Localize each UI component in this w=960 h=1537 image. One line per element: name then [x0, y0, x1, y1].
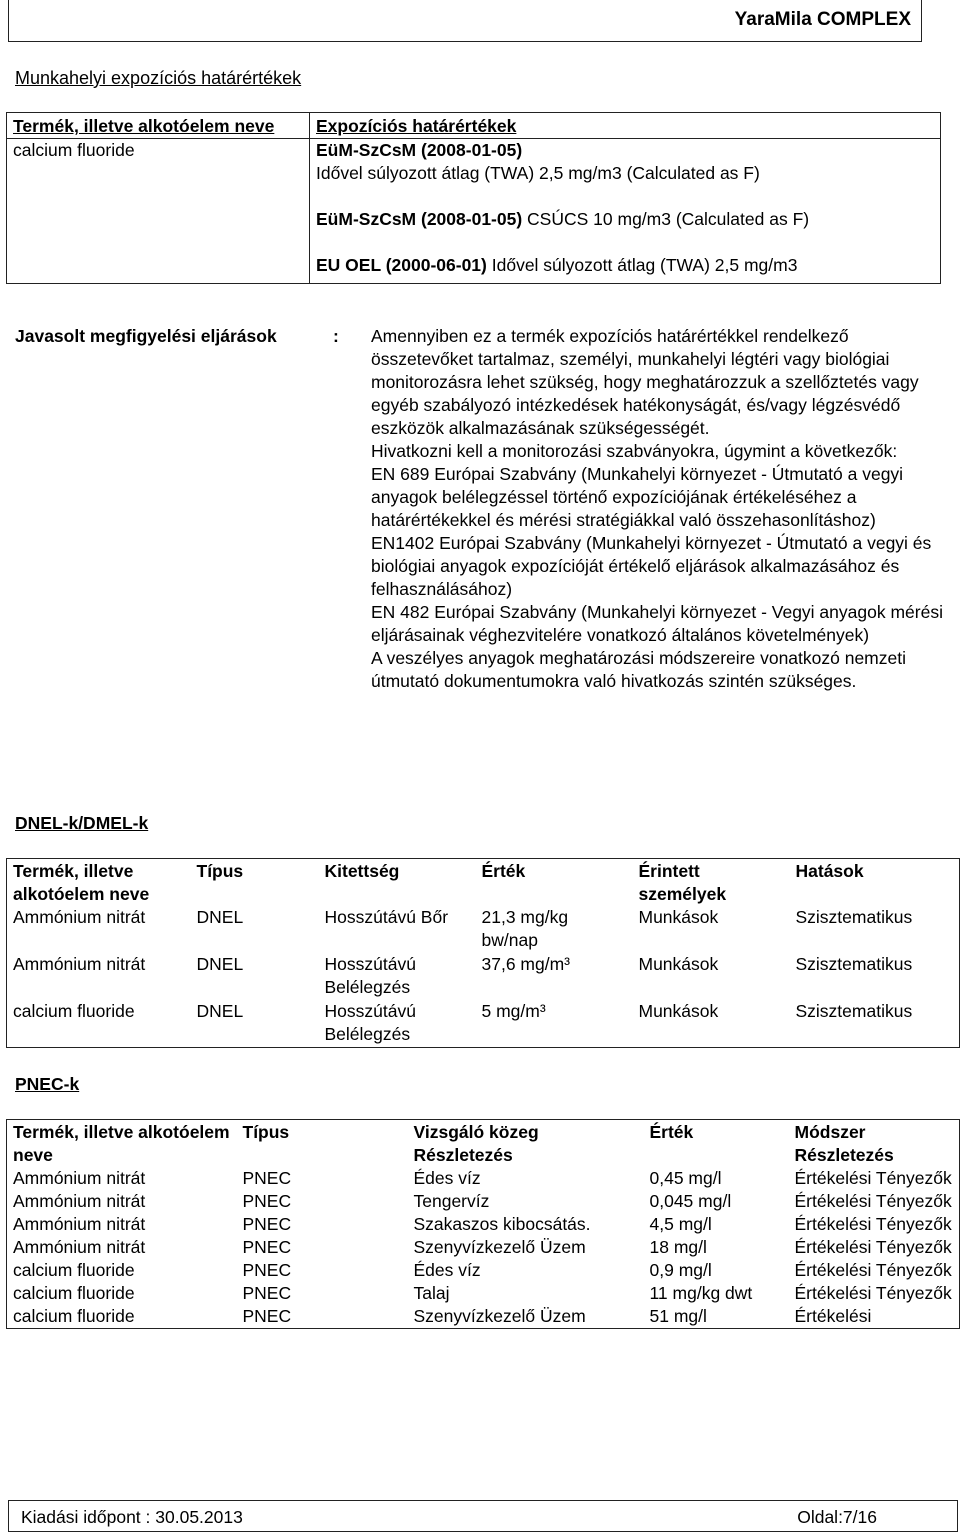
cell-product: Ammónium nitrát: [13, 1237, 146, 1257]
cell-product: Ammónium nitrát: [13, 954, 146, 974]
table-row: [7, 906, 960, 953]
cell-population: Munkások: [638, 907, 719, 927]
table-row: [7, 1305, 960, 1329]
table-row: [7, 1000, 960, 1048]
cell-medium: Édes víz: [413, 1260, 481, 1280]
limit-source: EüM-SzCsM (2008-01-05): [316, 140, 523, 160]
cell-method: Értékelési Tényezők: [794, 1237, 952, 1257]
cell-type: PNEC: [242, 1214, 292, 1234]
col-header-product: Termék, illetve alkotóelem neve: [13, 861, 150, 904]
col-header-medium: Vizsgáló közeg Részletezés: [413, 1122, 539, 1165]
table-header-row: [7, 113, 941, 139]
col-header-product: Termék, illetve alkotóelem neve: [7, 113, 310, 139]
limit-source: EU OEL (2000-06-01): [316, 255, 487, 275]
cell-type: DNEL: [196, 1001, 244, 1021]
page-footer: [8, 1500, 958, 1532]
dnel-heading: DNEL-k/DMEL-k: [15, 813, 149, 833]
cell-medium: Szakaszos kibocsátás.: [413, 1214, 591, 1234]
cell-value: 11 mg/kg dwt: [649, 1283, 753, 1303]
col-header-type: Típus: [242, 1122, 290, 1142]
cell-type: PNEC: [242, 1168, 292, 1188]
limit-entry: [316, 254, 934, 277]
cell-method: Értékelési Tényezők: [794, 1168, 952, 1188]
cell-value: 18 mg/l: [649, 1237, 707, 1257]
cell-exposure: Hosszútávú Belélegzés: [324, 954, 416, 997]
cell-product: calcium fluoride: [13, 1001, 135, 1021]
cell-product: calcium fluoride: [13, 1283, 135, 1303]
cell-product: calcium fluoride: [13, 1306, 135, 1326]
limit-detail: Idővel súlyozott átlag (TWA) 2,5 mg/m3: [491, 255, 798, 275]
table-row: [7, 1213, 960, 1236]
table-row: [7, 139, 941, 284]
limit-source: EüM-SzCsM (2008-01-05): [316, 209, 523, 229]
cell-type: PNEC: [242, 1283, 292, 1303]
cell-effects: Szisztematikus: [795, 907, 913, 927]
cell-medium: Talaj: [413, 1283, 450, 1303]
dnel-table: [6, 858, 960, 1048]
pnec-heading: PNEC-k: [15, 1074, 80, 1094]
cell-medium: Szenyvízkezelő Üzem: [413, 1237, 586, 1257]
col-header-effects: Hatások: [795, 861, 864, 881]
cell-type: PNEC: [242, 1191, 292, 1211]
cell-product: calcium fluoride: [13, 1260, 135, 1280]
col-header-product: Termék, illetve alkotóelem neve: [13, 1122, 230, 1165]
cell-type: PNEC: [242, 1306, 292, 1326]
cell-exposure: Hosszútávú Belélegzés: [324, 1001, 416, 1044]
cell-value: 0,45 mg/l: [649, 1168, 722, 1188]
limit-entry: [316, 208, 934, 231]
cell-medium: Szenyvízkezelő Üzem: [413, 1306, 586, 1326]
col-header-value: Érték: [649, 1122, 694, 1142]
recommended-procedures-text: [371, 325, 946, 693]
cell-method: Értékelési: [794, 1306, 872, 1326]
paragraph: A veszélyes anyagok meghatározási módszereire vonatkozó nemzeti útmutató dokumentumokra való hivatkozás szintén szükséges.: [371, 648, 906, 691]
paragraph: Amennyiben ez a termék expozíciós határértékkel rendelkező összetevőket tartalmaz, személyi, munkahelyi légtéri vagy biológiai monitorozásra lehet szükség, hogy meghatározzuk a szellőztetés vagy egyéb szabályozó intézkedések hatékonyságát, és/vagy légzésvédő eszközök alkalmazásának szükségességét.: [371, 326, 919, 438]
col-header-limits: Expozíciós határértékek: [310, 113, 941, 139]
col-header-value: Érték: [481, 861, 526, 881]
paragraph: Hivatkozni kell a monitorozási szabványokra, úgymint a következők:: [371, 441, 898, 461]
cell-value: 0,045 mg/l: [649, 1191, 732, 1211]
limit-entry: [316, 139, 934, 185]
cell-product: Ammónium nitrát: [13, 1214, 146, 1234]
cell-population: Munkások: [638, 954, 719, 974]
table-row: [7, 1259, 960, 1282]
cell-type: DNEL: [196, 954, 244, 974]
cell-value: 37,6 mg/m³: [481, 954, 570, 974]
paragraph: EN1402 Európai Szabvány (Munkahelyi környezet - Útmutató a vegyi és biológiai anyagok expozícióját értékelő eljárások alkalmazásához és felhasználásához): [371, 533, 932, 599]
table-header-row: [7, 859, 960, 907]
cell-method: Értékelési Tényezők: [794, 1214, 952, 1234]
page-number: Oldal:7/16: [797, 1507, 877, 1527]
cell-value: 4,5 mg/l: [649, 1214, 712, 1234]
label-colon: :: [333, 326, 339, 346]
cell-medium: Édes víz: [413, 1168, 481, 1188]
cell-population: Munkások: [638, 1001, 719, 1021]
col-header-method: Módszer Részletezés: [794, 1122, 894, 1165]
paragraph: EN 689 Európai Szabvány (Munkahelyi környezet - Útmutató a vegyi anyagok belélegzéssel történő expozíciójának értékeléséhez a határértékekkel és mérési stratégiákkal való összehasonlításhoz): [371, 464, 904, 530]
cell-method: Értékelési Tényezők: [794, 1283, 952, 1303]
cell-method: Értékelési Tényezők: [794, 1191, 952, 1211]
table-row: [7, 1282, 960, 1305]
exposure-product: calcium fluoride: [7, 139, 310, 284]
col-header-population: Érintett személyek: [638, 861, 727, 904]
paragraph: EN 482 Európai Szabvány (Munkahelyi környezet - Vegyi anyagok mérési eljárásainak véghezvitelére vonatkozó általános követelmények): [371, 602, 943, 645]
cell-method: Értékelési Tényezők: [794, 1260, 952, 1280]
section-title: Munkahelyi expozíciós határértékek: [15, 68, 302, 88]
exposure-limits-cell: [310, 139, 941, 284]
recommended-procedures-label: Javasolt megfigyelési eljárások: [15, 326, 277, 346]
pnec-table: [6, 1119, 960, 1329]
cell-product: Ammónium nitrát: [13, 907, 146, 927]
cell-type: DNEL: [196, 907, 244, 927]
table-header-row: [7, 1120, 960, 1168]
page-header: [8, 0, 922, 42]
cell-value: 5 mg/m³: [481, 1001, 546, 1021]
exposure-limits-table: [6, 112, 941, 284]
limit-detail: CSÚCS 10 mg/m3 (Calculated as F): [527, 209, 810, 229]
cell-type: PNEC: [242, 1237, 292, 1257]
col-header-type: Típus: [196, 861, 244, 881]
cell-type: PNEC: [242, 1260, 292, 1280]
table-row: [7, 953, 960, 1000]
cell-medium: Tengervíz: [413, 1191, 490, 1211]
table-row: [7, 1190, 960, 1213]
issue-date: Kiadási időpont : 30.05.2013: [21, 1507, 243, 1527]
product-title: YaraMila COMPLEX: [734, 9, 911, 30]
col-header-exposure: Kitettség: [324, 861, 400, 881]
cell-product: Ammónium nitrát: [13, 1191, 146, 1211]
table-row: [7, 1167, 960, 1190]
cell-product: Ammónium nitrát: [13, 1168, 146, 1188]
cell-value: 21,3 mg/kg bw/nap: [481, 907, 569, 950]
cell-value: 51 mg/l: [649, 1306, 707, 1326]
cell-value: 0,9 mg/l: [649, 1260, 712, 1280]
limit-detail: Idővel súlyozott átlag (TWA) 2,5 mg/m3 (Calculated as F): [316, 163, 760, 183]
table-row: [7, 1236, 960, 1259]
cell-effects: Szisztematikus: [795, 1001, 913, 1021]
cell-exposure: Hosszútávú Bőr: [324, 907, 449, 927]
cell-effects: Szisztematikus: [795, 954, 913, 974]
